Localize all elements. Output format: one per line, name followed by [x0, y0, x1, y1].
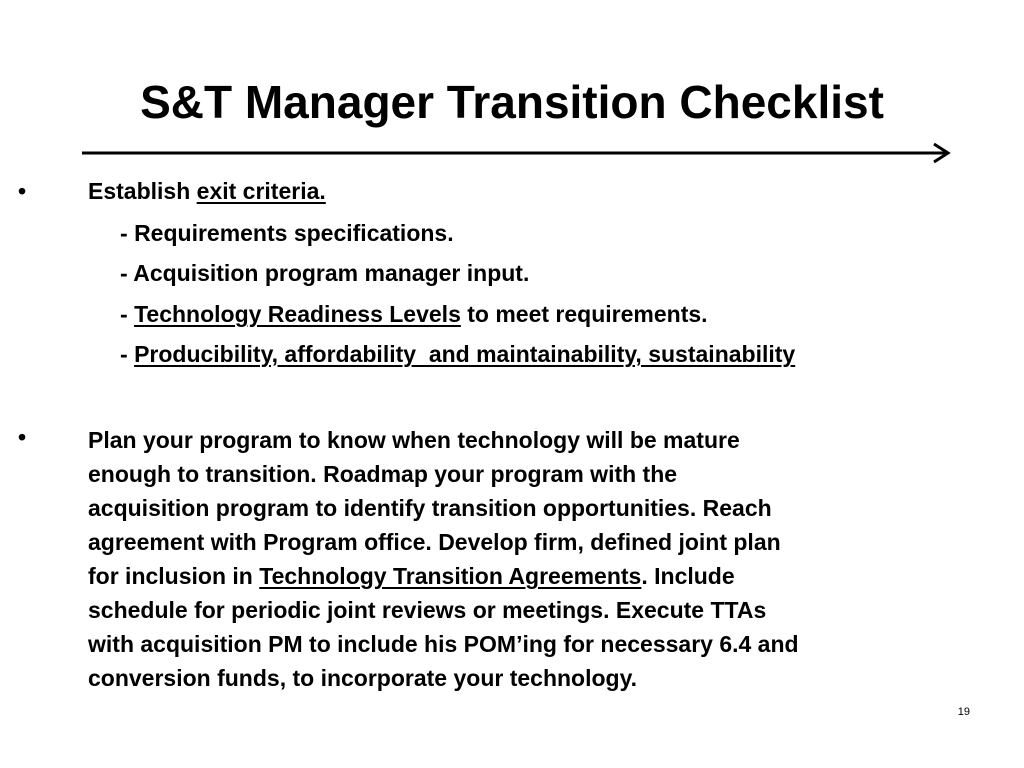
bullet-1-item [120, 341, 795, 368]
bullet-1-item [120, 301, 708, 328]
bullet-1-lead-text: Establish [88, 178, 197, 204]
bullet-1-item [120, 260, 529, 287]
paragraph-line [88, 559, 988, 593]
tta-link: Technology Transition Agreements [259, 563, 642, 589]
bullet-2-paragraph [88, 423, 988, 695]
page-number: 19 [957, 706, 970, 718]
item-prefix: - [120, 301, 135, 327]
paragraph-line: with acquisition PM to include his POM’ing for necessary 6.4 and [88, 631, 799, 657]
item-prefix: - [120, 341, 135, 367]
item-prefix: - [120, 220, 135, 246]
bullet-1-mark: • [18, 178, 27, 204]
line5-pre: for inclusion in [88, 563, 260, 589]
title-arrow-rule [80, 142, 954, 164]
paragraph-line: agreement with Program office. Develop firm, defined joint plan [88, 529, 781, 555]
item-suffix: to meet requirements. [460, 301, 708, 327]
paragraph-line: acquisition program to identify transition opportunities. Reach [88, 495, 772, 521]
slide-title: S&T Manager Transition Checklist [140, 76, 884, 128]
paragraph-line: enough to transition. Roadmap your program with the [88, 461, 678, 487]
producibility-link: Producibility, affordability and maintainability, sustainability [134, 341, 796, 367]
bullet-2-mark: • [18, 424, 27, 450]
paragraph-line: Plan your program to know when technology will be mature [88, 427, 740, 453]
line5-post: . Include [641, 563, 735, 589]
bullet-1-lead [88, 178, 326, 205]
item-prefix: - [120, 260, 134, 286]
item-text: Acquisition program manager input. [133, 260, 530, 286]
paragraph-line: conversion funds, to incorporate your technology. [88, 665, 638, 691]
item-text: Requirements specifications. [134, 220, 454, 246]
paragraph-line: schedule for periodic joint reviews or meetings. Execute TTAs [88, 597, 767, 623]
bullet-1-item [120, 220, 454, 247]
trl-link: Technology Readiness Levels [134, 301, 461, 327]
exit-criteria-link: exit criteria. [196, 178, 326, 204]
